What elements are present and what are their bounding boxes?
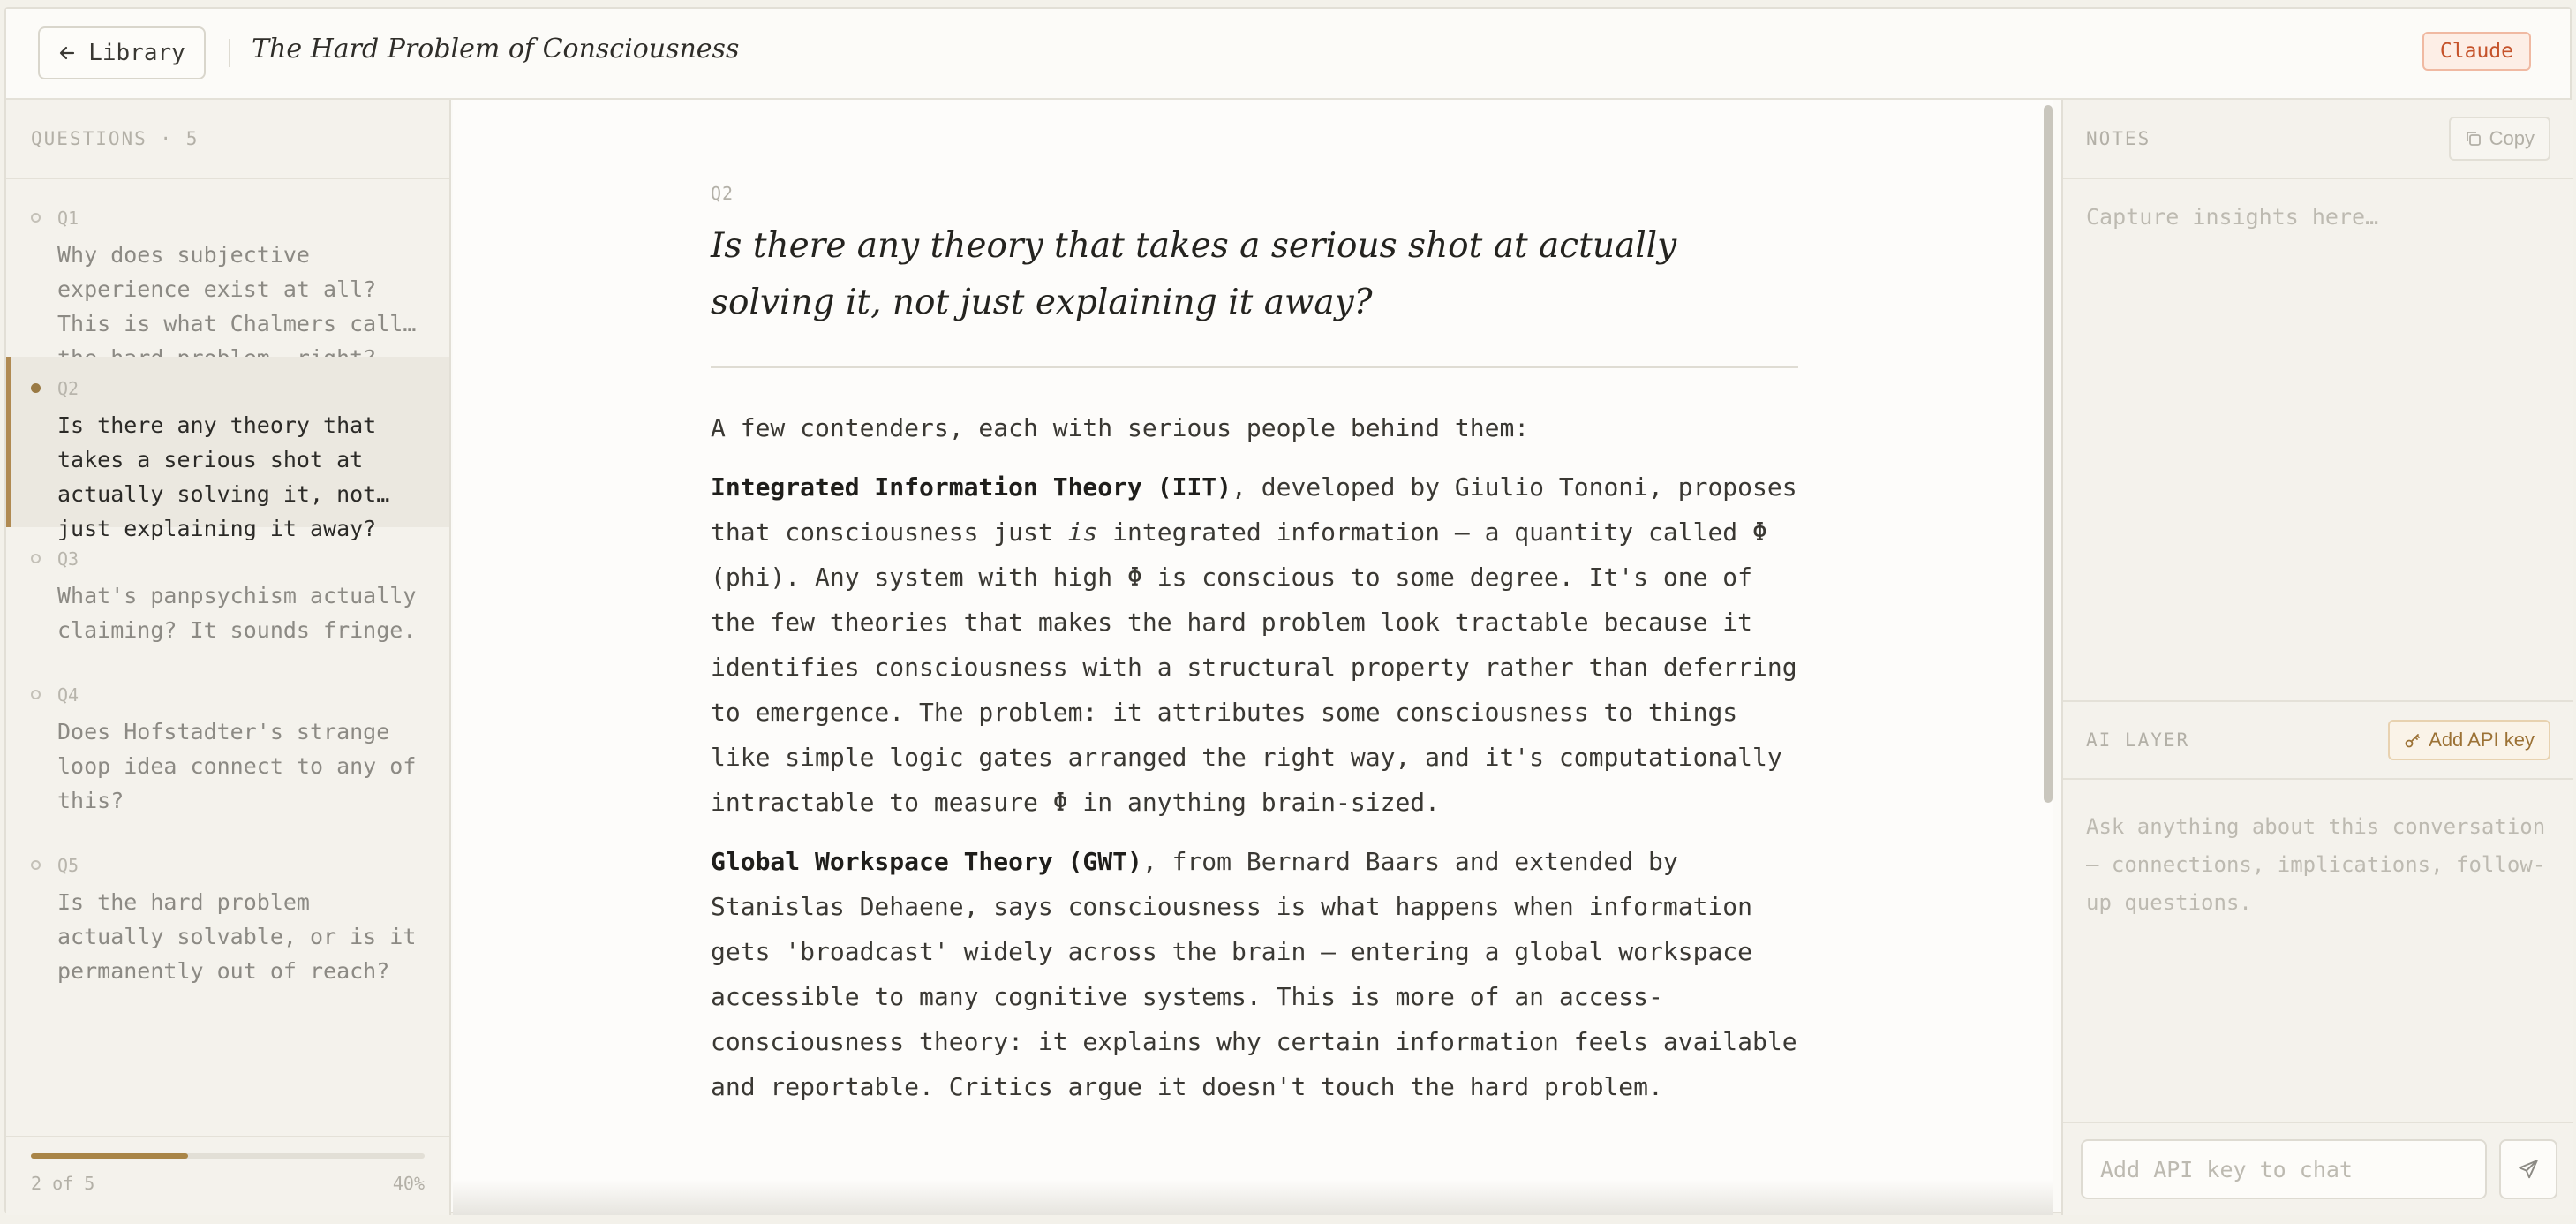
chat-bar: [2063, 1122, 2573, 1215]
answer-scrollbar[interactable]: [2044, 105, 2053, 803]
question-item-q4[interactable]: [6, 663, 449, 834]
send-button[interactable]: [2499, 1139, 2557, 1199]
key-icon: [2404, 731, 2422, 749]
library-back-label: Library: [88, 40, 185, 66]
iit-text-1: , developed by Giulio Tononi, proposes that consciousness just: [711, 472, 1797, 547]
copy-notes-button[interactable]: [2449, 117, 2550, 161]
library-back-button[interactable]: [38, 26, 206, 79]
ai-layer-header: [2063, 700, 2573, 780]
question-text: Is there any theory that takes a serious shot at actually solving it, not just explaining it away?: [57, 412, 377, 541]
ai-layer-placeholder: Ask anything about this conversation — connections, implications, follow-up questions.: [2086, 814, 2546, 915]
send-icon: [2517, 1158, 2540, 1181]
question-text: Why does subjective experience exist at all? This is what Chalmers calls: [57, 242, 417, 336]
page-title: The Hard Problem of Consciousness: [252, 34, 740, 64]
notes-panel: [2061, 100, 2573, 1215]
progress-bar: [31, 1153, 425, 1159]
progress-footer: [6, 1136, 449, 1215]
iit-heading: Integrated Information Theory (IIT): [711, 472, 1232, 502]
copy-label: Copy: [2489, 127, 2535, 149]
question-number: Q4: [57, 684, 79, 706]
gwt-text: , from Bernard Baars and extended by Stanislas Dehaene, says consciousness is what happens when information gets 'broadcast' widely across the brain — entering a global workspace accessible to many cognitive systems. This is more of an access-consciousness theory: it explains why certain information feels available and reportable. Critics argue it doesn't touch the hard problem.: [711, 847, 1797, 1101]
question-item-q2[interactable]: [6, 357, 449, 541]
app-window: [4, 7, 2572, 1213]
notes-textarea[interactable]: Capture insights here…: [2086, 204, 2379, 230]
question-dot-icon: [31, 213, 41, 223]
question-text: What's panpsychism actually claiming? It sounds fringe.: [57, 583, 417, 643]
iit-text-2: integrated information — a quantity called Φ (phi). Any system with high Φ is conscious to some degree. It's one of the few theories that makes the hard problem look tractable because it identifies consciousness with a structural property rather than deferring to emergence. The problem: it attributes some consciousness to things like simple logic gates arranged the right way, and it's computationally intractable to measure Φ in anything brain-sized.: [711, 518, 1797, 817]
gwt-heading: Global Workspace Theory (GWT): [711, 847, 1142, 876]
progress-bar-fill: [31, 1153, 188, 1159]
ai-layer-heading: AI LAYER: [2086, 729, 2190, 751]
progress-percent: 40%: [392, 1173, 425, 1194]
add-api-key-label: Add API key: [2429, 729, 2535, 751]
notes-header: [2063, 100, 2573, 179]
iit-emphasis: is: [1067, 518, 1098, 547]
question-divider: [711, 366, 1798, 368]
answer-pane[interactable]: [453, 100, 2053, 1215]
header-divider: [229, 39, 230, 67]
questions-sidebar: [6, 100, 451, 1215]
current-question-number: Q2: [711, 183, 734, 204]
arrow-left-icon: [58, 44, 76, 62]
question-dot-icon: [31, 383, 41, 393]
bottom-fade: [453, 1180, 2053, 1215]
questions-heading: QUESTIONS · 5: [6, 100, 449, 179]
question-dot-icon: [31, 554, 41, 563]
chat-input[interactable]: [2081, 1139, 2487, 1199]
question-text: Is the hard problem actually solvable, or is it permanently out of reach?: [57, 889, 417, 984]
question-number: Q3: [57, 548, 79, 570]
copy-icon: [2465, 130, 2482, 147]
progress-count: 2 of 5: [31, 1173, 95, 1194]
question-number: Q1: [57, 208, 79, 229]
notes-heading: NOTES: [2086, 128, 2151, 149]
question-dot-icon: [31, 860, 41, 870]
question-number: Q2: [57, 378, 79, 399]
add-api-key-button[interactable]: [2388, 720, 2550, 760]
model-badge: Claude: [2422, 32, 2531, 71]
header: [6, 9, 2570, 100]
answer-paragraph-iit: [711, 465, 1798, 825]
question-item-q1[interactable]: [6, 179, 449, 357]
question-number: Q5: [57, 855, 79, 876]
question-text: Does Hofstadter's strange loop idea connect to any of this?: [57, 719, 417, 813]
question-dot-icon: [31, 690, 41, 699]
answer-paragraph-gwt: [711, 839, 1798, 1109]
question-item-q5[interactable]: [6, 834, 449, 1004]
current-question: Is there any theory that takes a serious shot at actually solving it, not just explaining it away?: [711, 226, 1677, 322]
answer-body: [711, 405, 1798, 1109]
answer-intro: A few contenders, each with serious people behind them:: [711, 413, 1530, 442]
answer-content: [711, 183, 1798, 1123]
question-item-q3[interactable]: [6, 527, 449, 663]
